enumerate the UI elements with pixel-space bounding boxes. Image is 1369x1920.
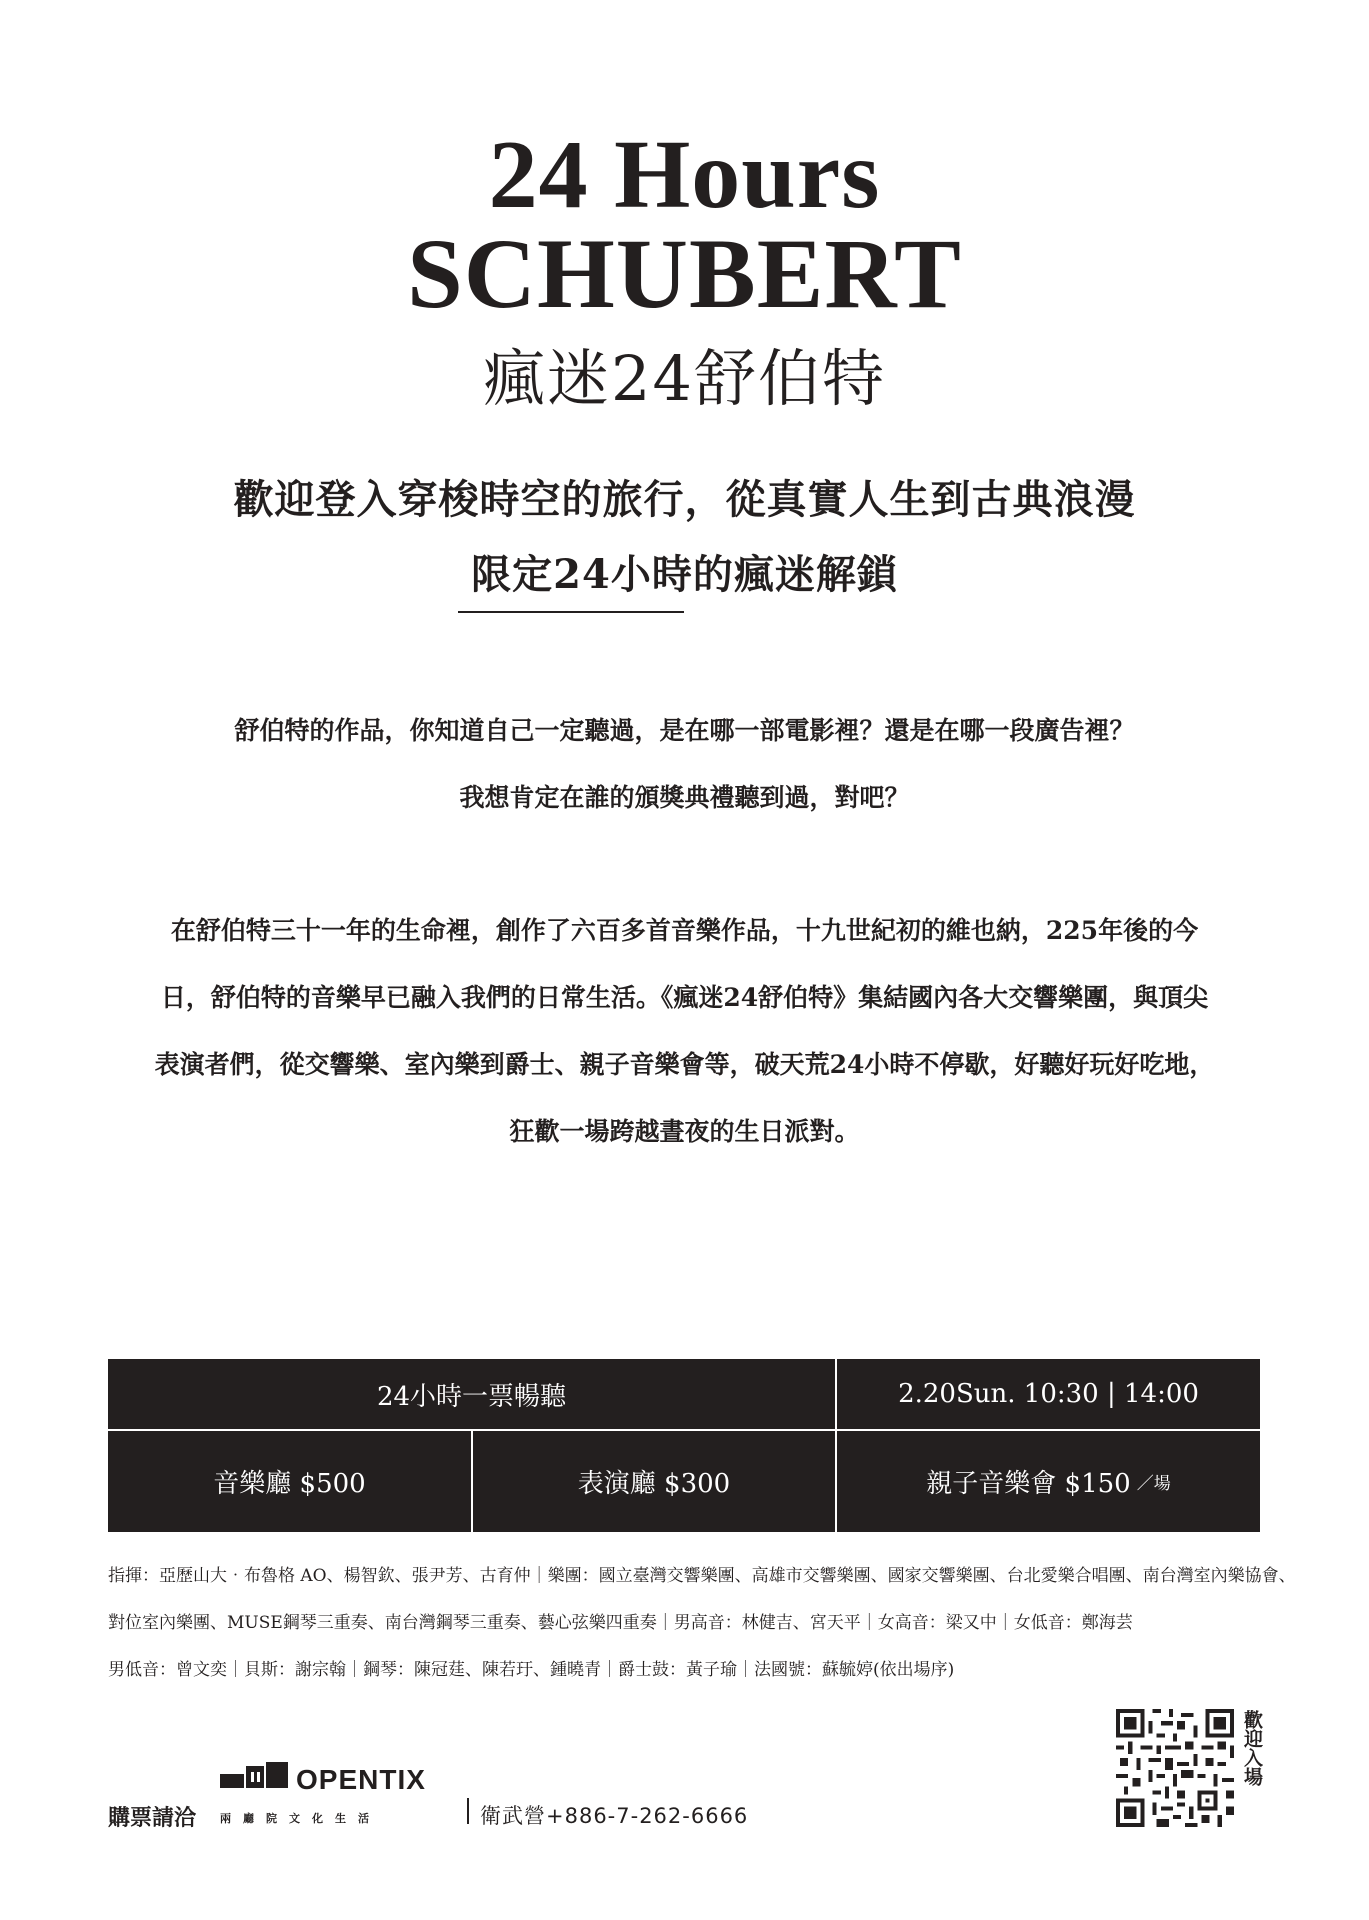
- title-chinese: 瘋迷24舒伯特: [483, 342, 886, 415]
- title-line-1: 24 Hours: [488, 121, 881, 229]
- ticket-play-hall: 表演廳 $300: [577, 1469, 731, 1499]
- tagline-2: 限定24小時的瘋迷解鎖: [471, 551, 898, 598]
- title-line-2: SCHUBERT: [407, 218, 962, 329]
- intro-line-2: 我想肯定在誰的頒獎典禮聽到過，對吧？: [459, 783, 910, 812]
- phone-divider: [467, 1798, 469, 1824]
- tagline-1: 歡迎登入穿梭時空的旅行，從真實人生到古典浪漫: [233, 476, 1136, 523]
- body-line-4: 狂歡一場跨越晝夜的生日派對。: [509, 1117, 860, 1146]
- body-line-2: 日，舒伯特的音樂早已融入我們的日常生活。《瘋迷24舒伯特》集結國內各大交響樂團，與頂尖: [160, 983, 1209, 1012]
- tagline-underline: [458, 611, 684, 613]
- phone-number: 衛武營+886-7-262-6666: [480, 1804, 749, 1828]
- body-line-3: 表演者們，從交響樂、室內樂到爵士、親子音樂會等，破天荒24小時不停歇，好聽好玩好吃地，: [154, 1050, 1215, 1079]
- welcome-label: 歡迎入場: [1241, 1710, 1263, 1786]
- ticket-table: [108, 1359, 1260, 1532]
- credits-line-1: 指揮：亞歷山大‧布魯格 AO、楊智欽、張尹芳、古育仲｜樂團：國立臺灣交響樂團、高雄市交響樂團、國家交響樂團、台北愛樂合唱團、南台灣室內樂協會、: [108, 1566, 1296, 1586]
- opentix-logo-text: OPENTIX: [296, 1764, 426, 1795]
- opentix-logo-icon: [220, 1762, 288, 1788]
- ticket-date-time: 2.20Sun. 10:30 | 14:00: [898, 1379, 1199, 1409]
- opentix-logo-subtitle: 兩廳院文化生活: [220, 1812, 381, 1825]
- intro-line-1: 舒伯特的作品，你知道自己一定聽過，是在哪一部電影裡？還是在哪一段廣告裡？: [234, 716, 1135, 745]
- ticket-family-unit: ／場: [1136, 1474, 1171, 1494]
- credits-line-2: 對位室內樂團、MUSE鋼琴三重奏、南台灣鋼琴三重奏、藝心弦樂四重奏｜男高音：林健吉、宮天平｜女高音：梁又中｜女低音：鄭海芸: [108, 1613, 1133, 1633]
- qr-code-icon[interactable]: [1116, 1709, 1234, 1827]
- body-line-1: 在舒伯特三十一年的生命裡，創作了六百多首音樂作品，十九世紀初的維也納，225年後的今: [170, 916, 1199, 945]
- ticket-family: [837, 1431, 1260, 1532]
- ticket-family-price: 親子音樂會 $150: [926, 1469, 1131, 1499]
- buy-tickets-label: 購票請洽: [108, 1806, 197, 1831]
- ticket-music-hall: 音樂廳 $500: [213, 1469, 366, 1499]
- ticket-pass-label: 24小時一票暢聽: [376, 1381, 567, 1412]
- credits-line-3: 男低音：曾文奕｜貝斯：謝宗翰｜鋼琴：陳冠莛、陳若玗、鍾曉青｜爵士鼓：黃子瑜｜法國號：蘇毓婷(依出場序): [108, 1660, 955, 1680]
